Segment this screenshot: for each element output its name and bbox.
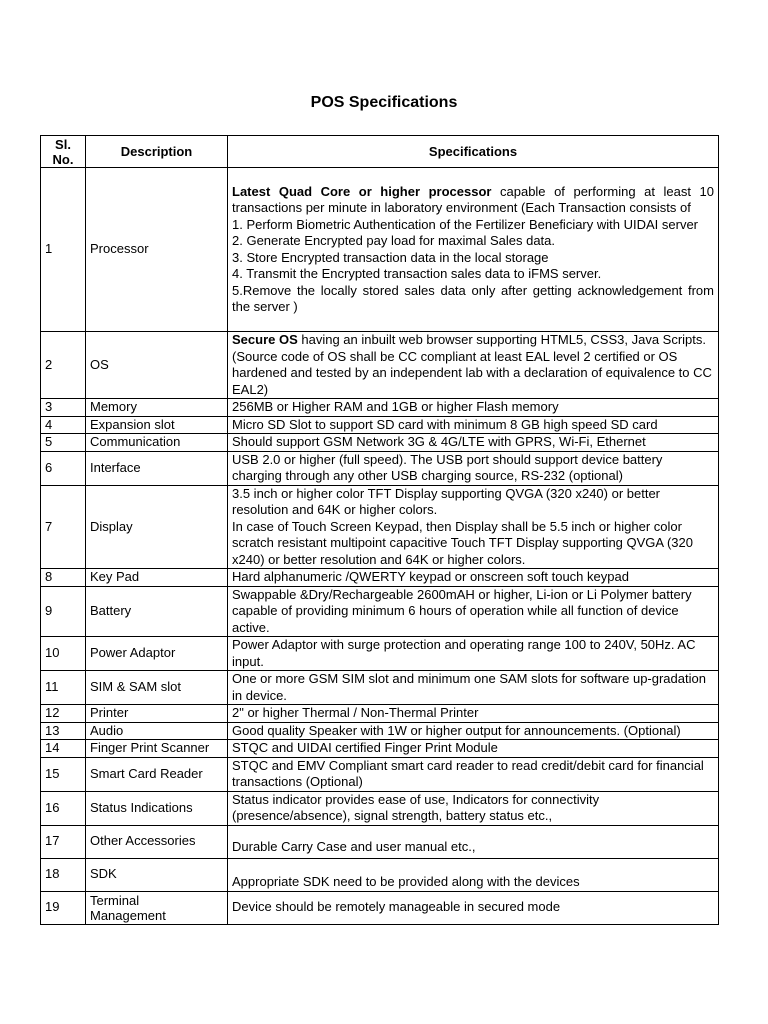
row-description: Printer — [86, 705, 228, 723]
table-row — [41, 451, 719, 485]
spec-bold-text: Secure OS — [232, 332, 298, 347]
table-row — [41, 485, 719, 569]
table-row — [41, 168, 719, 332]
row-specification: Power Adaptor with surge protection and operating range 100 to 240V, 50Hz. AC input. — [228, 637, 719, 671]
row-sl-no: 2 — [41, 332, 86, 399]
row-specification: Should support GSM Network 3G & 4G/LTE with GPRS, Wi-Fi, Ethernet — [228, 434, 719, 452]
row-sl-no: 8 — [41, 569, 86, 587]
header-description: Description — [86, 136, 228, 168]
row-description: Processor — [86, 168, 228, 332]
spec-line: 5.Remove the locally stored sales data only after getting acknowledgement from the server ) — [232, 282, 714, 314]
table-row — [41, 416, 719, 434]
row-description: Terminal Management — [86, 891, 228, 924]
table-row — [41, 569, 719, 587]
row-sl-no: 4 — [41, 416, 86, 434]
header-sl-no: Sl. No. — [41, 136, 86, 168]
row-specification: Appropriate SDK need to be provided along with the devices — [228, 858, 719, 891]
row-specification: STQC and UIDAI certified Finger Print Module — [228, 740, 719, 758]
row-description: Other Accessories — [86, 825, 228, 858]
row-specification: One or more GSM SIM slot and minimum one SAM slots for software up-gradation in device. — [228, 671, 719, 705]
row-sl-no: 15 — [41, 757, 86, 791]
table-row — [41, 637, 719, 671]
row-sl-no: 6 — [41, 451, 86, 485]
spec-line: 3. Store Encrypted transaction data in the local storage — [232, 249, 549, 265]
row-sl-no: 3 — [41, 399, 86, 417]
row-specification: Good quality Speaker with 1W or higher output for announcements. (Optional) — [228, 722, 719, 740]
row-sl-no: 13 — [41, 722, 86, 740]
row-sl-no: 18 — [41, 858, 86, 891]
row-sl-no: 7 — [41, 485, 86, 569]
table-row — [41, 399, 719, 417]
header-specifications: Specifications — [228, 136, 719, 168]
row-description: Smart Card Reader — [86, 757, 228, 791]
row-description: SDK — [86, 858, 228, 891]
row-sl-no: 17 — [41, 825, 86, 858]
row-description: OS — [86, 332, 228, 399]
spec-line: 1. Perform Biometric Authentication of the Fertilizer Beneficiary with UIDAI server — [232, 216, 699, 232]
spec-line: 3.5 inch or higher color TFT Display supporting QVGA (320 x240) or better resolution and 64K or higher colors. — [232, 485, 661, 517]
row-description: Memory — [86, 399, 228, 417]
spec-text: having an inbuilt web browser supporting HTML5, CSS3, Java Scripts.(Source code of OS shall be CC compliant at least EAL level 2 certified or OS hardened and tested by an independent lab with a declaration of equivalence to CC EAL2) — [232, 332, 712, 397]
row-specification: STQC and EMV Compliant smart card reader to read credit/debit card for financial transactions (Optional) — [228, 757, 719, 791]
table-row — [41, 722, 719, 740]
pos-specifications-table — [40, 135, 719, 925]
table-row — [41, 705, 719, 723]
row-sl-no: 16 — [41, 791, 86, 825]
row-description: SIM & SAM slot — [86, 671, 228, 705]
row-specification: 2" or higher Thermal / Non-Thermal Printer — [228, 705, 719, 723]
row-sl-no: 19 — [41, 891, 86, 924]
table-row — [41, 791, 719, 825]
row-specification — [228, 168, 719, 332]
spec-line: 2. Generate Encrypted pay load for maximal Sales data. — [232, 233, 556, 248]
table-row — [41, 858, 719, 891]
row-description: Battery — [86, 586, 228, 637]
table-row — [41, 332, 719, 399]
row-sl-no: 9 — [41, 586, 86, 637]
row-specification: 256MB or Higher RAM and 1GB or higher Flash memory — [228, 399, 719, 417]
spec-line: In case of Touch Screen Keypad, then Display shall be 5.5 inch or higher color scratch resistant multipoint capacitive Touch TFT Display supporting QVGA (320 x240) or better resolution and 64K or higher colors. — [232, 518, 693, 567]
spec-text: capable of performing at least 10 transactions per minute in laboratory environment (Each Transaction consists of — [232, 183, 715, 215]
row-sl-no: 14 — [41, 740, 86, 758]
row-sl-no: 1 — [41, 168, 86, 332]
row-specification — [228, 332, 719, 399]
row-description: Finger Print Scanner — [86, 740, 228, 758]
table-header-row — [41, 136, 719, 168]
row-description: Display — [86, 485, 228, 569]
table-row — [41, 891, 719, 924]
row-description: Expansion slot — [86, 416, 228, 434]
row-specification: Durable Carry Case and user manual etc., — [228, 825, 719, 858]
row-sl-no: 11 — [41, 671, 86, 705]
row-sl-no: 10 — [41, 637, 86, 671]
row-description: Key Pad — [86, 569, 228, 587]
row-specification: Micro SD Slot to support SD card with minimum 8 GB high speed SD card — [228, 416, 719, 434]
row-specification: USB 2.0 or higher (full speed). The USB port should support device battery charging through any other USB charging source, RS-232 (optional) — [228, 451, 719, 485]
row-sl-no: 12 — [41, 705, 86, 723]
row-specification: Hard alphanumeric /QWERTY keypad or onscreen soft touch keypad — [228, 569, 719, 587]
row-description: Status Indications — [86, 791, 228, 825]
table-row — [41, 757, 719, 791]
table-row — [41, 434, 719, 452]
row-specification: Swappable &Dry/Rechargeable 2600mAH or higher, Li-ion or Li Polymer battery capable of providing minimum 6 hours of operation while all function of device active. — [228, 586, 719, 637]
row-description: Communication — [86, 434, 228, 452]
row-specification — [228, 485, 719, 569]
spec-bold-text: Latest Quad Core or higher processor — [232, 183, 492, 199]
row-specification: Device should be remotely manageable in secured mode — [228, 891, 719, 924]
table-row — [41, 740, 719, 758]
table-row — [41, 586, 719, 637]
table-row — [41, 825, 719, 858]
spec-line: 4. Transmit the Encrypted transaction sales data to iFMS server. — [232, 266, 602, 281]
page-title: POS Specifications — [310, 94, 458, 111]
row-sl-no: 5 — [41, 434, 86, 452]
row-description: Audio — [86, 722, 228, 740]
row-description: Interface — [86, 451, 228, 485]
table-row — [41, 671, 719, 705]
row-description: Power Adaptor — [86, 637, 228, 671]
row-specification: Status indicator provides ease of use, Indicators for connectivity (presence/absence), signal strength, battery status etc., — [228, 791, 719, 825]
